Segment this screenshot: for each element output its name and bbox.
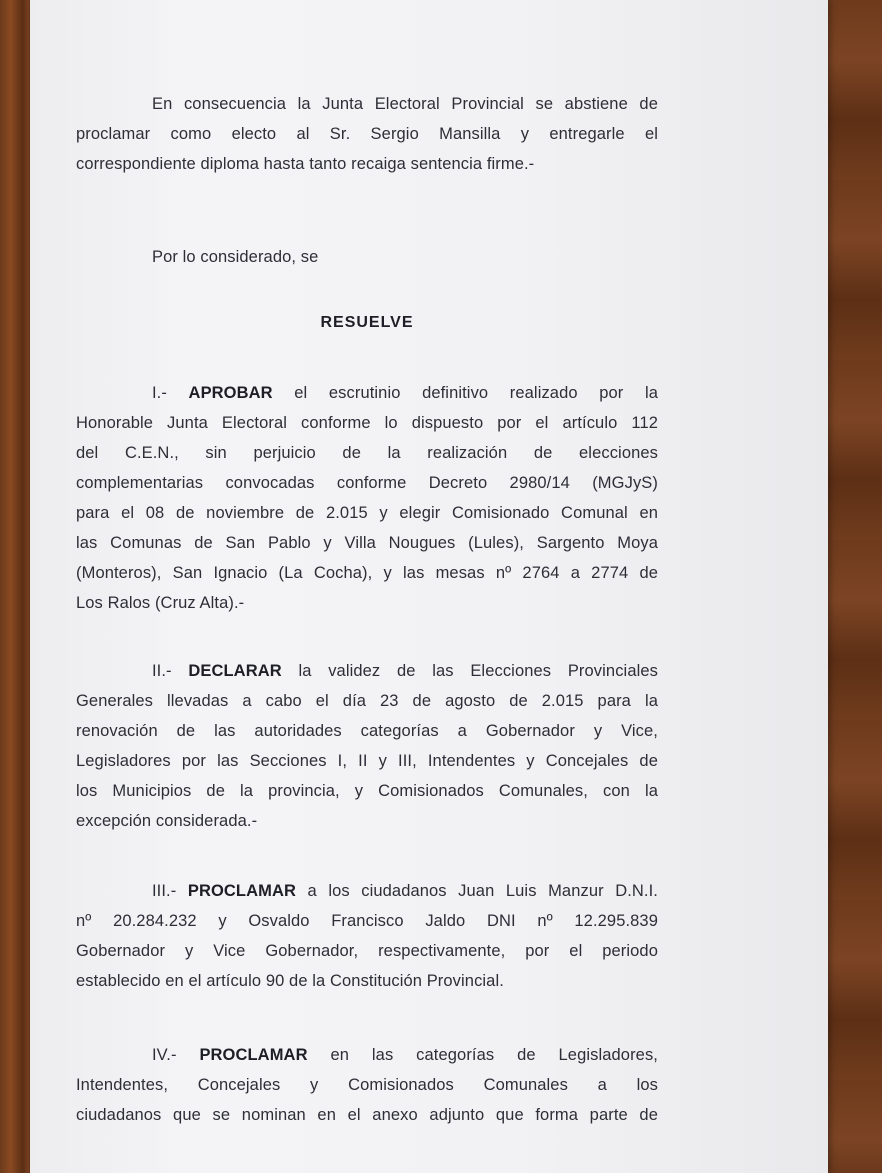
article-verb: PROCLAMAR (199, 1046, 308, 1064)
article-first-line-text: a los ciudadanos Juan Luis Manzur D.N.I. (296, 882, 658, 900)
article-first-line (76, 378, 658, 408)
text-line: (Monteros), San Ignacio (La Cocha), y las mesas nº 2764 a 2774 de (76, 564, 658, 582)
article-verb: PROCLAMAR (187, 882, 297, 900)
article-first-line (76, 1040, 658, 1070)
text-line: complementarias convocadas conforme Decreto 2980/14 (MGJyS) (76, 474, 658, 492)
article-verb: DECLARAR (188, 662, 282, 680)
text-line: del C.E.N., sin perjuicio de la realización de elecciones (76, 444, 658, 462)
text-line: nº 20.284.232 y Osvaldo Francisco Jaldo DNI nº 12.295.839 (76, 912, 658, 930)
article-first-line-text: la validez de las Elecciones Provinciales (281, 662, 658, 680)
article-first-line (76, 656, 658, 686)
text-line: las Comunas de San Pablo y Villa Nougues (Lules), Sargento Moya (76, 534, 658, 552)
document-page (30, 0, 828, 1173)
article-1 (76, 378, 658, 618)
article-first-line-text: el escrutinio definitivo realizado por la (272, 384, 658, 402)
text-line: ciudadanos que se nominan en el anexo adjunto que forma parte de (76, 1106, 658, 1124)
article-2 (76, 656, 658, 836)
text-line: proclamar como electo al Sr. Sergio Mansilla y entregarle el (76, 125, 658, 143)
text-line: Gobernador y Vice Gobernador, respectivamente, por el periodo (76, 942, 658, 960)
article-3 (76, 876, 658, 996)
text-line: establecido en el artículo 90 de la Constitución Provincial. (76, 972, 504, 990)
article-verb: APROBAR (188, 384, 273, 402)
text-line: En consecuencia la Junta Electoral Provincial se abstiene de (152, 95, 658, 113)
text-line: correspondiente diploma hasta tanto recaiga sentencia firme.- (76, 155, 535, 173)
text-line: renovación de las autoridades categorías a Gobernador y Vice, (76, 722, 658, 740)
text-line: los Municipios de la provincia, y Comisionados Comunales, con la (76, 782, 658, 800)
article-number: III.- (152, 882, 188, 900)
text-line: Generales llevadas a cabo el día 23 de agosto de 2.015 para la (76, 692, 658, 710)
text-line: excepción considerada.- (76, 812, 258, 830)
text-line: Legisladores por las Secciones I, II y III, Intendentes y Concejales de (76, 752, 658, 770)
article-number: I.- (152, 384, 189, 402)
text-line: Por lo considerado, se (152, 248, 319, 266)
text-line: Los Ralos (Cruz Alta).- (76, 594, 245, 612)
resolution-heading: RESUELVE (320, 314, 414, 331)
article-4 (76, 1040, 658, 1130)
paragraph-consecuencia (76, 89, 658, 179)
text-line: Intendentes, Concejales y Comisionados Comunales a los (76, 1076, 658, 1094)
article-number: IV.- (152, 1046, 200, 1064)
text-line: para el 08 de noviembre de 2.015 y elegir Comisionado Comunal en (76, 504, 658, 522)
article-number: II.- (152, 662, 189, 680)
article-first-line-text: en las categorías de Legisladores, (307, 1046, 658, 1064)
text-line: Honorable Junta Electoral conforme lo dispuesto por el artículo 112 (76, 414, 658, 432)
article-first-line (76, 876, 658, 906)
wood-table-right (824, 0, 882, 1173)
paragraph-considerado (76, 242, 658, 272)
